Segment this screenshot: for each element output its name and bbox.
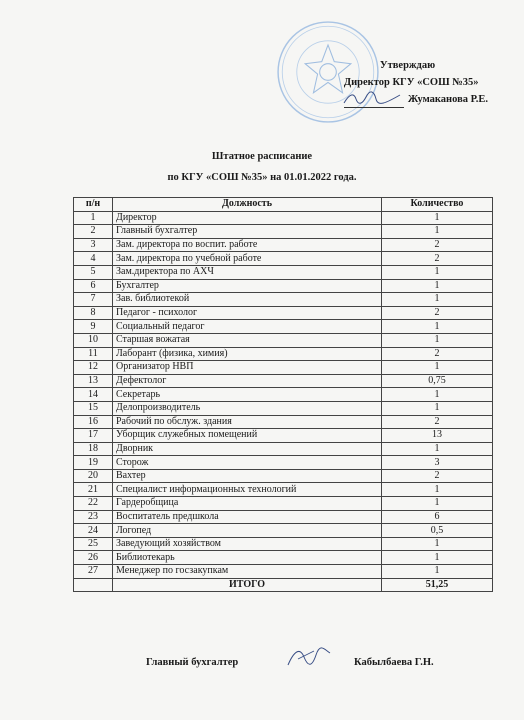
table-row: [74, 374, 493, 388]
approval-signature-line: [344, 91, 488, 108]
table-row: [74, 442, 493, 456]
table-row: [74, 306, 493, 320]
table-row: [74, 401, 493, 415]
row-number: 2: [74, 225, 113, 239]
row-position: Делопроизводитель: [113, 401, 382, 415]
approval-name: Жумаканова Р.Е.: [407, 94, 488, 105]
row-position: Дефектолог: [113, 374, 382, 388]
signature-icon: [284, 645, 334, 671]
table-row: [74, 551, 493, 565]
row-number: 23: [74, 510, 113, 524]
document-subtitle: по КГУ «СОШ №35» на 01.01.2022 года.: [167, 172, 357, 183]
signature-line: [344, 95, 404, 108]
row-number: 14: [74, 388, 113, 402]
row-number: 5: [74, 265, 113, 279]
header-quantity: Количество: [382, 198, 493, 212]
row-number: 24: [74, 524, 113, 538]
row-number: 11: [74, 347, 113, 361]
row-position: Зам. директора по учебной работе: [113, 252, 382, 266]
row-number: 3: [74, 238, 113, 252]
row-number: 15: [74, 401, 113, 415]
staff-table: [73, 197, 493, 592]
table-row: [74, 279, 493, 293]
footer-role: Главный бухгалтер: [146, 657, 239, 668]
row-quantity: 1: [382, 279, 493, 293]
row-number: 20: [74, 469, 113, 483]
row-position: Менеджер по госзакупкам: [113, 565, 382, 579]
row-number: 17: [74, 429, 113, 443]
row-number: 10: [74, 333, 113, 347]
row-quantity: 2: [382, 238, 493, 252]
row-quantity: 1: [382, 401, 493, 415]
row-position: Библиотекарь: [113, 551, 382, 565]
signature-icon: [342, 89, 402, 107]
row-quantity: 2: [382, 469, 493, 483]
row-quantity: 1: [382, 320, 493, 334]
table-row: [74, 252, 493, 266]
row-quantity: 1: [382, 211, 493, 225]
row-quantity: 13: [382, 429, 493, 443]
row-position: Зав. библиотекой: [113, 293, 382, 307]
row-quantity: 2: [382, 252, 493, 266]
row-quantity: 1: [382, 483, 493, 497]
row-quantity: 1: [382, 361, 493, 375]
row-position: Зам.директора по АХЧ: [113, 265, 382, 279]
row-quantity: 6: [382, 510, 493, 524]
row-number: 12: [74, 361, 113, 375]
table-row: [74, 388, 493, 402]
total-empty-cell: [74, 578, 113, 592]
row-quantity: 1: [382, 388, 493, 402]
row-quantity: 1: [382, 265, 493, 279]
row-quantity: 1: [382, 537, 493, 551]
total-label: ИТОГО: [113, 578, 382, 592]
row-quantity: 1: [382, 225, 493, 239]
row-quantity: 0,5: [382, 524, 493, 538]
table-row: [74, 429, 493, 443]
row-number: 9: [74, 320, 113, 334]
table-row: [74, 537, 493, 551]
table-row: [74, 483, 493, 497]
row-quantity: 1: [382, 497, 493, 511]
row-number: 18: [74, 442, 113, 456]
row-position: Старшая вожатая: [113, 333, 382, 347]
row-quantity: 2: [382, 306, 493, 320]
table-row: [74, 238, 493, 252]
row-quantity: 0,75: [382, 374, 493, 388]
row-number: 4: [74, 252, 113, 266]
row-number: 7: [74, 293, 113, 307]
row-position: Дворник: [113, 442, 382, 456]
row-position: Бухгалтер: [113, 279, 382, 293]
footer-name: Кабылбаева Г.Н.: [354, 657, 434, 668]
row-position: Рабочий по обслуж. здания: [113, 415, 382, 429]
table-body: [74, 211, 493, 578]
row-position: Секретарь: [113, 388, 382, 402]
row-number: 6: [74, 279, 113, 293]
row-number: 1: [74, 211, 113, 225]
table-row: [74, 524, 493, 538]
table-row: [74, 361, 493, 375]
row-number: 16: [74, 415, 113, 429]
table-header-row: [74, 198, 493, 212]
approval-block: [344, 57, 488, 108]
row-position: Директор: [113, 211, 382, 225]
row-position: Главный бухгалтер: [113, 225, 382, 239]
table-row: [74, 347, 493, 361]
row-position: Сторож: [113, 456, 382, 470]
row-position: Воспитатель предшкола: [113, 510, 382, 524]
row-position: Специалист информационных технологий: [113, 483, 382, 497]
total-row: [74, 578, 493, 592]
row-position: Гардеробщица: [113, 497, 382, 511]
header-position: Должность: [113, 198, 382, 212]
row-number: 19: [74, 456, 113, 470]
table-row: [74, 265, 493, 279]
row-number: 27: [74, 565, 113, 579]
row-quantity: 1: [382, 293, 493, 307]
row-position: Зам. директора по воспит. работе: [113, 238, 382, 252]
row-number: 8: [74, 306, 113, 320]
row-position: Социальный педагог: [113, 320, 382, 334]
table-row: [74, 211, 493, 225]
row-quantity: 2: [382, 347, 493, 361]
row-position: Уборщик служебных помещений: [113, 429, 382, 443]
row-position: Вахтер: [113, 469, 382, 483]
row-quantity: 2: [382, 415, 493, 429]
table-row: [74, 510, 493, 524]
row-number: 22: [74, 497, 113, 511]
approval-position: Директор КГУ «СОШ №35»: [343, 77, 479, 88]
row-quantity: 1: [382, 565, 493, 579]
row-quantity: 1: [382, 551, 493, 565]
table-row: [74, 497, 493, 511]
row-position: Педагог - психолог: [113, 306, 382, 320]
total-value: 51,25: [382, 578, 493, 592]
row-position: Заведующий хозяйством: [113, 537, 382, 551]
row-quantity: 1: [382, 442, 493, 456]
row-position: Логопед: [113, 524, 382, 538]
row-position: Организатор НВП: [113, 361, 382, 375]
row-quantity: 3: [382, 456, 493, 470]
table-row: [74, 293, 493, 307]
row-number: 26: [74, 551, 113, 565]
row-number: 21: [74, 483, 113, 497]
row-quantity: 1: [382, 333, 493, 347]
header-number: п/н: [74, 198, 113, 212]
table-row: [74, 456, 493, 470]
table-row: [74, 320, 493, 334]
table-row: [74, 469, 493, 483]
approval-word: Утверждаю: [379, 60, 436, 71]
table-row: [74, 415, 493, 429]
document-title: Штатное расписание: [211, 151, 313, 162]
row-position: Лаборант (физика, химия): [113, 347, 382, 361]
row-number: 25: [74, 537, 113, 551]
row-number: 13: [74, 374, 113, 388]
table-row: [74, 225, 493, 239]
table-row: [74, 333, 493, 347]
table-row: [74, 565, 493, 579]
